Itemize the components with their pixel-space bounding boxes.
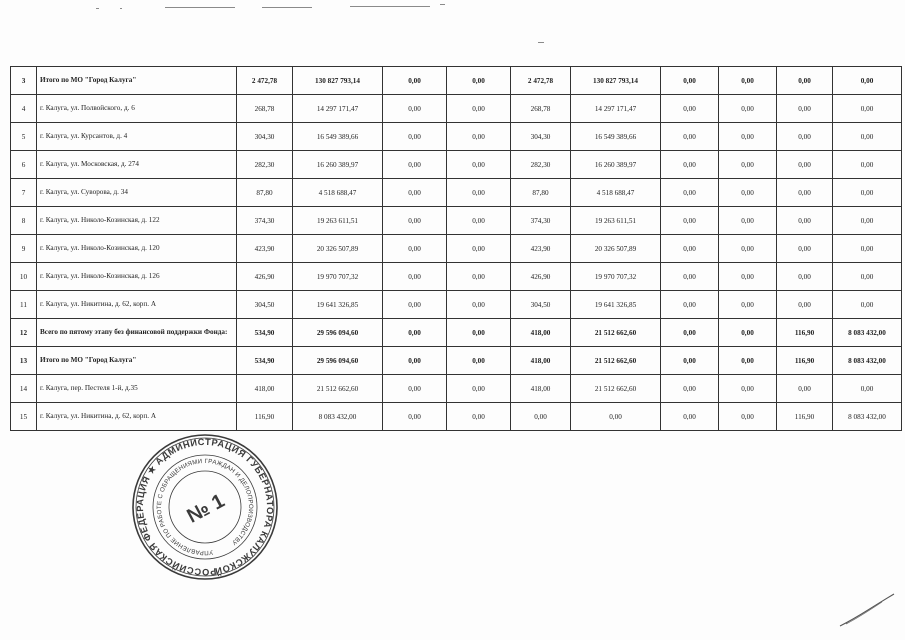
cell-c1: 426,90 <box>237 263 293 291</box>
cell-c3: 0,00 <box>383 319 447 347</box>
row-number: 8 <box>11 207 37 235</box>
cell-c4: 0,00 <box>447 347 511 375</box>
cell-c6: 14 297 171,47 <box>571 95 661 123</box>
cell-c2: 19 641 326,85 <box>293 291 383 319</box>
scan-speck <box>120 8 122 9</box>
cell-c10: 0,00 <box>833 123 902 151</box>
cell-c8: 0,00 <box>719 375 777 403</box>
cell-c3: 0,00 <box>383 67 447 95</box>
cell-c7: 0,00 <box>661 319 719 347</box>
cell-c3: 0,00 <box>383 347 447 375</box>
row-name: г. Калуга, ул. Никитина, д. 62, корп. А <box>37 291 237 319</box>
cell-c9: 0,00 <box>777 375 833 403</box>
cell-c6: 21 512 662,60 <box>571 319 661 347</box>
cell-c1: 418,00 <box>237 375 293 403</box>
cell-c3: 0,00 <box>383 263 447 291</box>
cell-c2: 19 970 707,32 <box>293 263 383 291</box>
cell-c6: 4 518 688,47 <box>571 179 661 207</box>
cell-c4: 0,00 <box>447 123 511 151</box>
cell-c3: 0,00 <box>383 235 447 263</box>
cell-c7: 0,00 <box>661 291 719 319</box>
row-number: 10 <box>11 263 37 291</box>
cell-c2: 19 263 611,51 <box>293 207 383 235</box>
cell-c8: 0,00 <box>719 347 777 375</box>
cell-c6: 0,00 <box>571 403 661 431</box>
scan-speck <box>262 7 312 8</box>
row-name: г. Калуга, ул. Николо-Козинская, д. 122 <box>37 207 237 235</box>
cell-c7: 0,00 <box>661 347 719 375</box>
cell-c10: 0,00 <box>833 179 902 207</box>
stamp-inner-text: УПРАВЛЕНИЕ ПО РАБОТЕ С ОБРАЩЕНИЯМИ ГРАЖДАН И ДЕЛОПРОИЗВОДСТВУ <box>155 457 255 557</box>
cell-c6: 130 827 793,14 <box>571 67 661 95</box>
row-number: 12 <box>11 319 37 347</box>
table-row <box>11 207 902 235</box>
cell-c6: 20 326 507,89 <box>571 235 661 263</box>
cell-c8: 0,00 <box>719 95 777 123</box>
cell-c8: 0,00 <box>719 235 777 263</box>
table-row <box>11 375 902 403</box>
cell-c10: 8 083 432,00 <box>833 403 902 431</box>
table-row <box>11 403 902 431</box>
cell-c4: 0,00 <box>447 291 511 319</box>
cell-c6: 21 512 662,60 <box>571 375 661 403</box>
row-name: г. Калуга, ул. Полвойского, д. 6 <box>37 95 237 123</box>
cell-c5: 423,90 <box>511 235 571 263</box>
signature-mark <box>838 590 898 630</box>
row-number: 11 <box>11 291 37 319</box>
cell-c1: 282,30 <box>237 151 293 179</box>
cell-c5: 426,90 <box>511 263 571 291</box>
table-row <box>11 291 902 319</box>
cell-c10: 0,00 <box>833 207 902 235</box>
cell-c9: 0,00 <box>777 151 833 179</box>
cell-c5: 0,00 <box>511 403 571 431</box>
cell-c7: 0,00 <box>661 179 719 207</box>
scan-speck <box>96 8 99 9</box>
row-name: г. Калуга, ул. Николо-Козинская, д. 126 <box>37 263 237 291</box>
row-name: г. Калуга, пер. Пестеля 1-й, д.35 <box>37 375 237 403</box>
cell-c4: 0,00 <box>447 151 511 179</box>
cell-c6: 19 263 611,51 <box>571 207 661 235</box>
cell-c9: 0,00 <box>777 179 833 207</box>
cell-c6: 19 970 707,32 <box>571 263 661 291</box>
cell-c5: 2 472,78 <box>511 67 571 95</box>
cell-c10: 0,00 <box>833 263 902 291</box>
cell-c5: 418,00 <box>511 347 571 375</box>
cell-c4: 0,00 <box>447 179 511 207</box>
cell-c1: 2 472,78 <box>237 67 293 95</box>
cell-c1: 534,90 <box>237 347 293 375</box>
table-row <box>11 263 902 291</box>
cell-c5: 374,30 <box>511 207 571 235</box>
cell-c1: 423,90 <box>237 235 293 263</box>
cell-c9: 116,90 <box>777 403 833 431</box>
stamp-number: № 1 <box>183 489 229 528</box>
cell-c2: 16 549 389,66 <box>293 123 383 151</box>
cell-c2: 16 260 389,97 <box>293 151 383 179</box>
cell-c4: 0,00 <box>447 95 511 123</box>
cell-c3: 0,00 <box>383 291 447 319</box>
cell-c10: 0,00 <box>833 95 902 123</box>
cell-c3: 0,00 <box>383 151 447 179</box>
cell-c2: 8 083 432,00 <box>293 403 383 431</box>
cell-c7: 0,00 <box>661 151 719 179</box>
cell-c5: 304,30 <box>511 123 571 151</box>
row-name: Всего по пятому этапу без финансовой поддержки Фонда: <box>37 319 237 347</box>
cell-c4: 0,00 <box>447 207 511 235</box>
scan-speck <box>440 4 445 5</box>
row-number: 15 <box>11 403 37 431</box>
cell-c9: 0,00 <box>777 95 833 123</box>
cell-c8: 0,00 <box>719 67 777 95</box>
cell-c1: 268,78 <box>237 95 293 123</box>
cell-c9: 116,90 <box>777 319 833 347</box>
row-name: г. Калуга, ул. Московская, д. 274 <box>37 151 237 179</box>
cell-c7: 0,00 <box>661 235 719 263</box>
cell-c2: 21 512 662,60 <box>293 375 383 403</box>
properties-table <box>10 66 902 431</box>
table-row <box>11 95 902 123</box>
table-row <box>11 319 902 347</box>
row-number: 6 <box>11 151 37 179</box>
cell-c2: 29 596 094,60 <box>293 347 383 375</box>
cell-c7: 0,00 <box>661 95 719 123</box>
cell-c5: 268,78 <box>511 95 571 123</box>
cell-c9: 0,00 <box>777 123 833 151</box>
row-name: Итого по МО "Город Калуга" <box>37 67 237 95</box>
cell-c10: 0,00 <box>833 291 902 319</box>
cell-c10: 0,00 <box>833 151 902 179</box>
row-name: г. Калуга, ул. Курсантов, д. 4 <box>37 123 237 151</box>
cell-c3: 0,00 <box>383 123 447 151</box>
cell-c3: 0,00 <box>383 207 447 235</box>
table-row <box>11 67 902 95</box>
cell-c6: 21 512 662,60 <box>571 347 661 375</box>
cell-c1: 116,90 <box>237 403 293 431</box>
row-number: 5 <box>11 123 37 151</box>
cell-c9: 0,00 <box>777 207 833 235</box>
row-name: г. Калуга, ул. Суворова, д. 34 <box>37 179 237 207</box>
row-number: 7 <box>11 179 37 207</box>
row-number: 14 <box>11 375 37 403</box>
official-stamp <box>130 432 280 582</box>
table-row <box>11 123 902 151</box>
cell-c3: 0,00 <box>383 179 447 207</box>
cell-c3: 0,00 <box>383 95 447 123</box>
cell-c10: 8 083 432,00 <box>833 319 902 347</box>
cell-c1: 87,80 <box>237 179 293 207</box>
cell-c1: 304,30 <box>237 123 293 151</box>
cell-c10: 8 083 432,00 <box>833 347 902 375</box>
cell-c5: 304,50 <box>511 291 571 319</box>
row-name: г. Калуга, ул. Николо-Козинская, д. 120 <box>37 235 237 263</box>
table-row <box>11 151 902 179</box>
cell-c8: 0,00 <box>719 123 777 151</box>
row-number: 4 <box>11 95 37 123</box>
scan-speck <box>350 6 430 7</box>
cell-c7: 0,00 <box>661 123 719 151</box>
row-name: г. Калуга, ул. Никитина, д. 62, корп. А <box>37 403 237 431</box>
cell-c9: 0,00 <box>777 291 833 319</box>
row-name: Итого по МО "Город Калуга" <box>37 347 237 375</box>
cell-c2: 14 297 171,47 <box>293 95 383 123</box>
cell-c10: 0,00 <box>833 67 902 95</box>
cell-c9: 0,00 <box>777 67 833 95</box>
cell-c8: 0,00 <box>719 179 777 207</box>
cell-c6: 16 260 389,97 <box>571 151 661 179</box>
cell-c3: 0,00 <box>383 403 447 431</box>
cell-c8: 0,00 <box>719 207 777 235</box>
scan-speck <box>538 42 544 43</box>
cell-c4: 0,00 <box>447 319 511 347</box>
cell-c7: 0,00 <box>661 207 719 235</box>
cell-c1: 534,90 <box>237 319 293 347</box>
cell-c9: 0,00 <box>777 235 833 263</box>
cell-c2: 130 827 793,14 <box>293 67 383 95</box>
cell-c8: 0,00 <box>719 403 777 431</box>
cell-c7: 0,00 <box>661 67 719 95</box>
cell-c7: 0,00 <box>661 375 719 403</box>
cell-c4: 0,00 <box>447 263 511 291</box>
cell-c4: 0,00 <box>447 67 511 95</box>
cell-c8: 0,00 <box>719 151 777 179</box>
cell-c2: 29 596 094,60 <box>293 319 383 347</box>
cell-c9: 0,00 <box>777 263 833 291</box>
cell-c5: 418,00 <box>511 375 571 403</box>
cell-c10: 0,00 <box>833 235 902 263</box>
cell-c1: 304,50 <box>237 291 293 319</box>
stamp-outer-text: РОССИЙСКАЯ ФЕДЕРАЦИЯ ★ АДМИНИСТРАЦИЯ ГУБЕРНАТОРА КАЛУЖСКОЙ <box>134 436 276 578</box>
cell-c1: 374,30 <box>237 207 293 235</box>
table-body <box>11 67 902 431</box>
cell-c5: 418,00 <box>511 319 571 347</box>
cell-c8: 0,00 <box>719 263 777 291</box>
cell-c8: 0,00 <box>719 319 777 347</box>
table-row <box>11 179 902 207</box>
cell-c9: 116,90 <box>777 347 833 375</box>
cell-c2: 4 518 688,47 <box>293 179 383 207</box>
cell-c5: 282,30 <box>511 151 571 179</box>
cell-c7: 0,00 <box>661 403 719 431</box>
cell-c4: 0,00 <box>447 235 511 263</box>
cell-c6: 19 641 326,85 <box>571 291 661 319</box>
scan-speck <box>165 7 235 8</box>
cell-c4: 0,00 <box>447 375 511 403</box>
row-number: 13 <box>11 347 37 375</box>
cell-c3: 0,00 <box>383 375 447 403</box>
row-number: 9 <box>11 235 37 263</box>
cell-c6: 16 549 389,66 <box>571 123 661 151</box>
table-row <box>11 347 902 375</box>
cell-c2: 20 326 507,89 <box>293 235 383 263</box>
cell-c7: 0,00 <box>661 263 719 291</box>
row-number: 3 <box>11 67 37 95</box>
cell-c8: 0,00 <box>719 291 777 319</box>
cell-c10: 0,00 <box>833 375 902 403</box>
cell-c5: 87,80 <box>511 179 571 207</box>
table-row <box>11 235 902 263</box>
cell-c4: 0,00 <box>447 403 511 431</box>
